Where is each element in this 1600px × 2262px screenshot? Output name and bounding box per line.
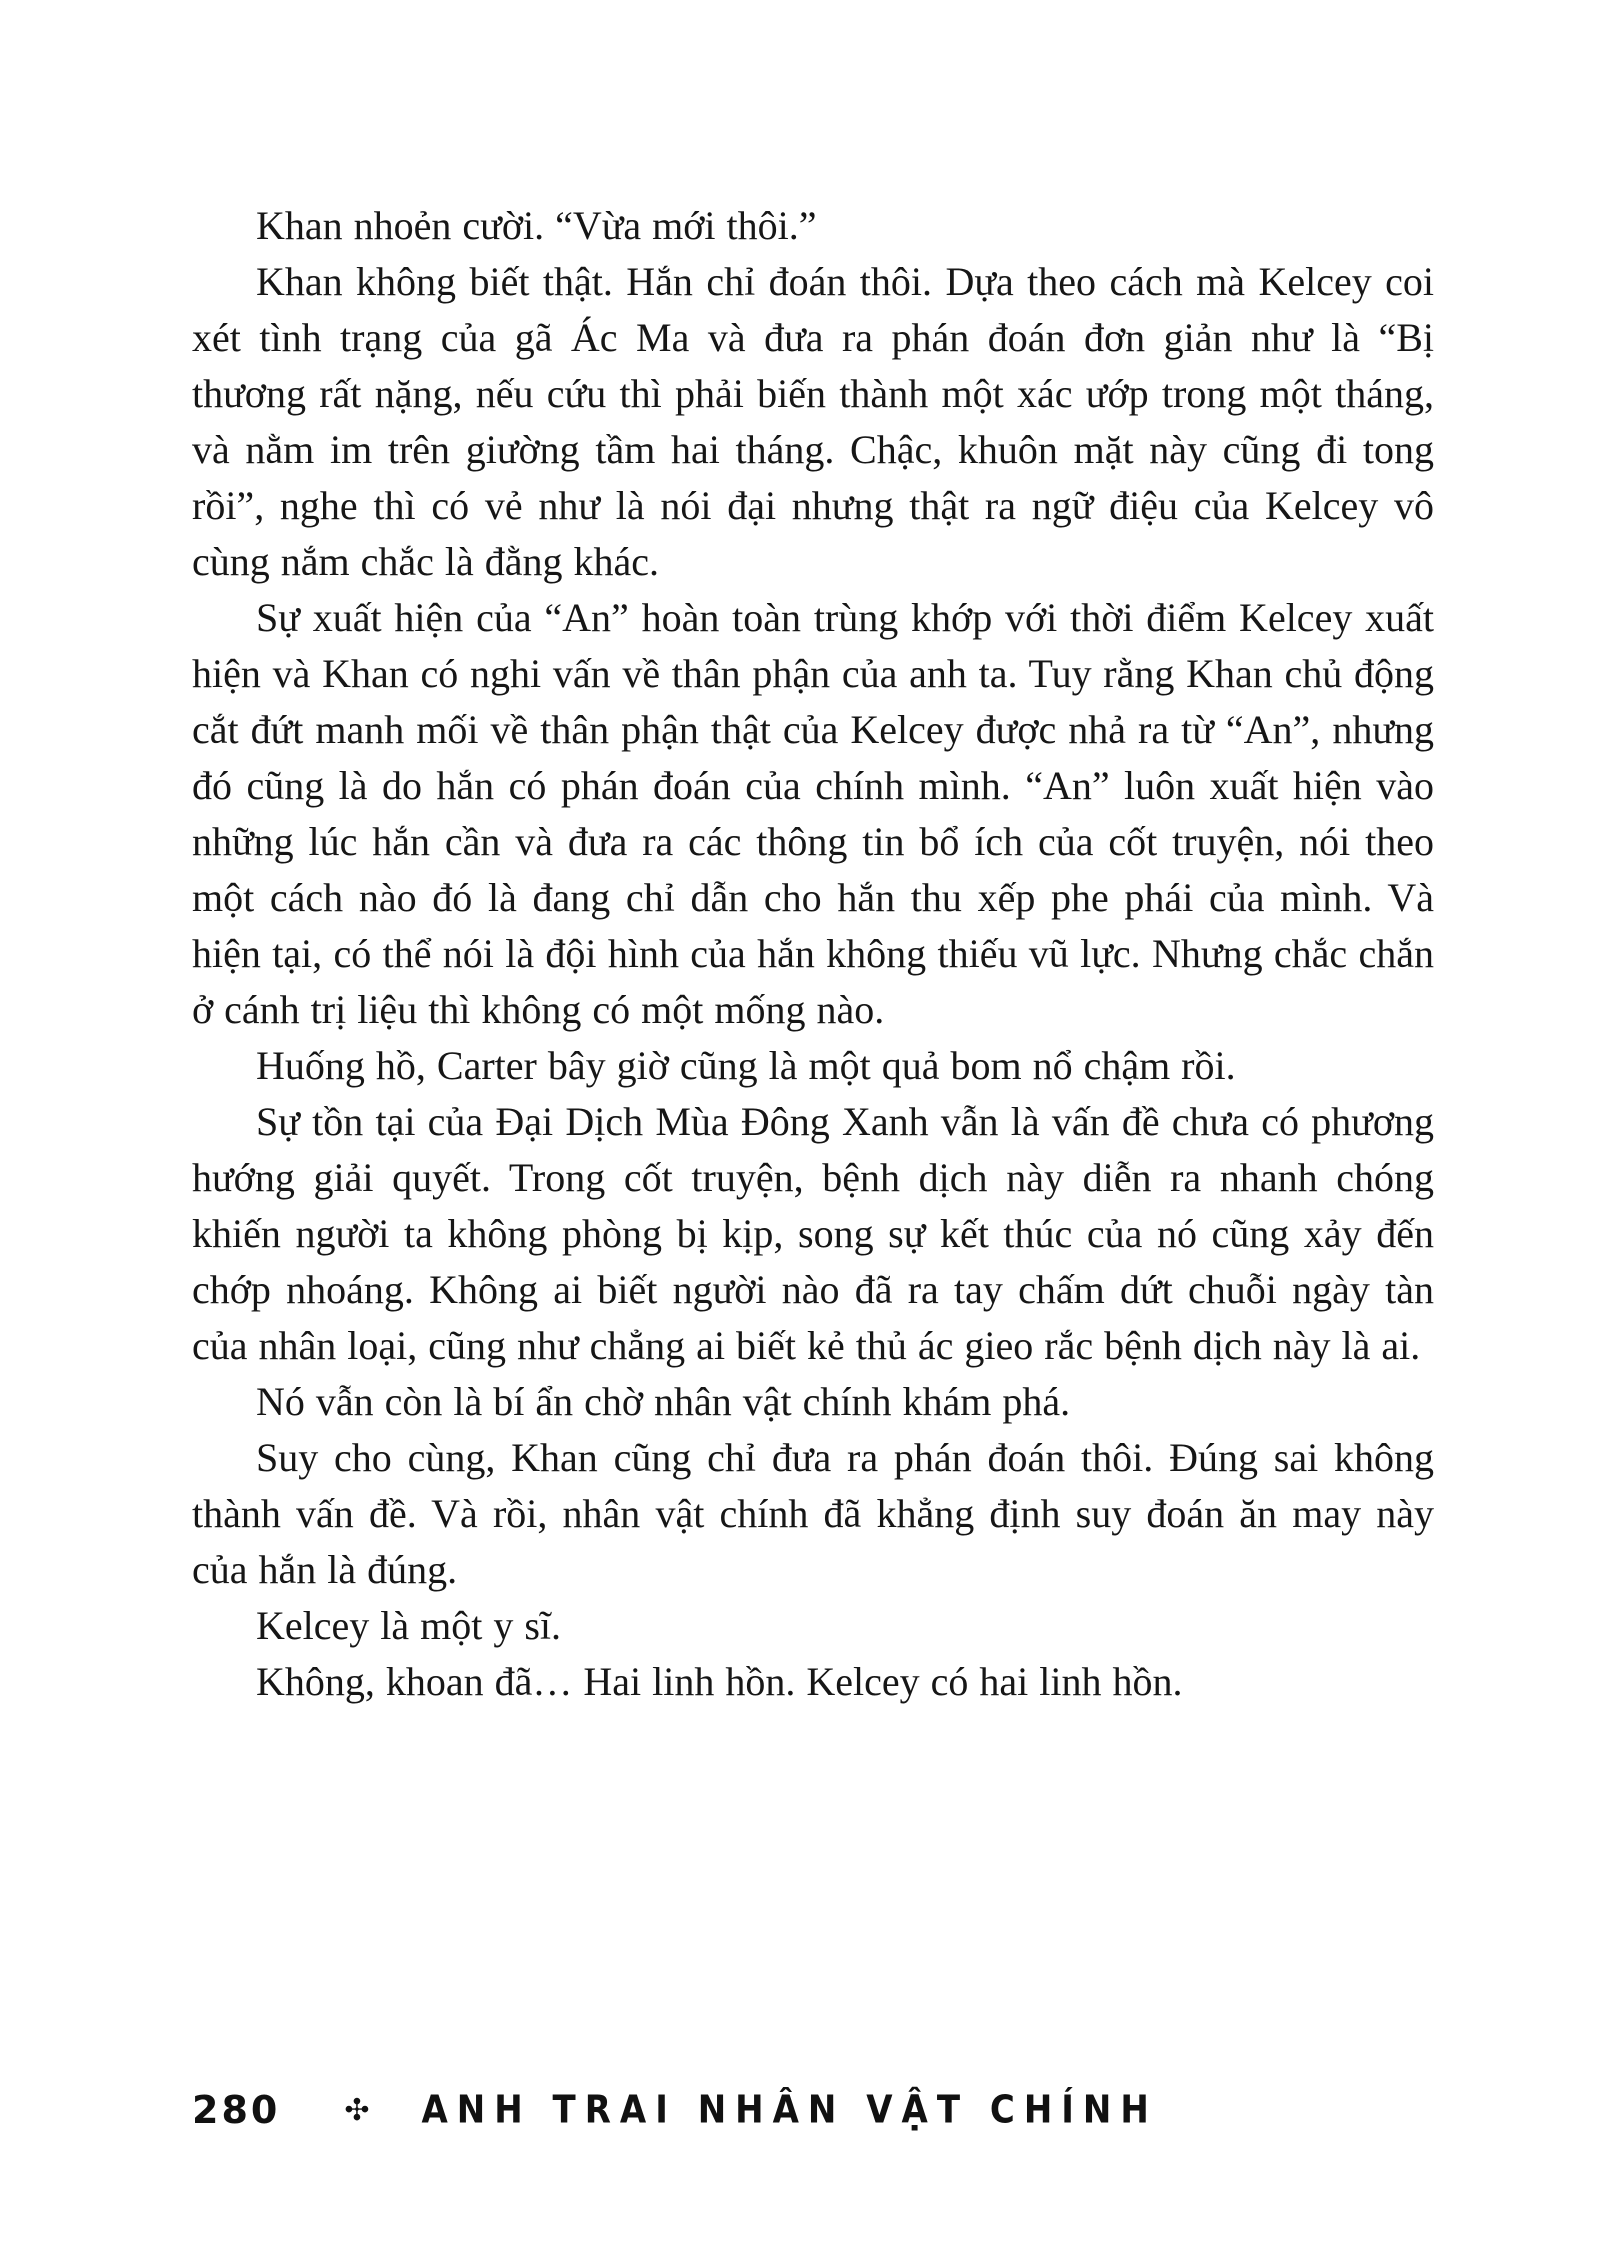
text-block — [192, 198, 1434, 1710]
page-number: 280 — [192, 2088, 281, 2132]
paragraph: Suy cho cùng, Khan cũng chỉ đưa ra phán đoán thôi. Đúng sai không thành vấn đề. Và rồi, nhân vật chính đã khẳng định suy đoán ăn may này của hắn là đúng. — [192, 1435, 1434, 1592]
paragraph: Kelcey là một y sĩ. — [256, 1603, 562, 1648]
paragraph: Huống hồ, Carter bây giờ cũng là một quả bom nổ chậm rồi. — [256, 1043, 1236, 1088]
footer-ornament-icon: ✣ — [344, 2093, 370, 2127]
book-title: ANH TRAI NHÂN VẬT CHÍNH — [421, 2087, 1158, 2133]
paragraph: Khan nhoẻn cười. “Vừa mới thôi.” — [256, 203, 817, 248]
paragraph: Không, khoan đã… Hai linh hồn. Kelcey có hai linh hồn. — [256, 1659, 1183, 1704]
paragraph: Sự xuất hiện của “An” hoàn toàn trùng khớp với thời điểm Kelcey xuất hiện và Khan có nghi vấn về thân phận của anh ta. Tuy rằng Khan chủ động cắt đứt manh mối về thân phận thật của Kelcey được nhả ra từ “An”, nhưng đó cũng là do hắn có phán đoán của chính mình. “An” luôn xuất hiện vào những lúc hắn cần và đưa ra các thông tin bổ ích của cốt truyện, nói theo một cách nào đó là đang chỉ dẫn cho hắn thu xếp phe phái của mình. Và hiện tại, có thể nói là đội hình của hắn không thiếu vũ lực. Nhưng chắc chắn ở cánh trị liệu thì không có một mống nào. — [192, 595, 1434, 1032]
paragraph: Khan không biết thật. Hắn chỉ đoán thôi. Dựa theo cách mà Kelcey coi xét tình trạng của gã Ác Ma và đưa ra phán đoán đơn giản như là “Bị thương rất nặng, nếu cứu thì phải biến thành một xác ướp trong một tháng, và nằm im trên giường tầm hai tháng. Chậc, khuôn mặt này cũng đi tong rồi”, nghe thì có vẻ như là nói đại nhưng thật ra ngữ điệu của Kelcey vô cùng nắm chắc là đằng khác. — [192, 259, 1434, 584]
paragraph: Nó vẫn còn là bí ẩn chờ nhân vật chính khám phá. — [256, 1379, 1071, 1424]
paragraph: Sự tồn tại của Đại Dịch Mùa Đông Xanh vẫn là vấn đề chưa có phương hướng giải quyết. Trong cốt truyện, bệnh dịch này diễn ra nhanh chóng khiến người ta không phòng bị kịp, song sự kết thúc của nó cũng xảy đến chớp nhoáng. Không ai biết người nào đã ra tay chấm dứt chuỗi ngày tàn của nhân loại, cũng như chẳng ai biết kẻ thủ ác gieo rắc bệnh dịch này là ai. — [192, 1099, 1434, 1368]
page-footer — [192, 2088, 1434, 2132]
